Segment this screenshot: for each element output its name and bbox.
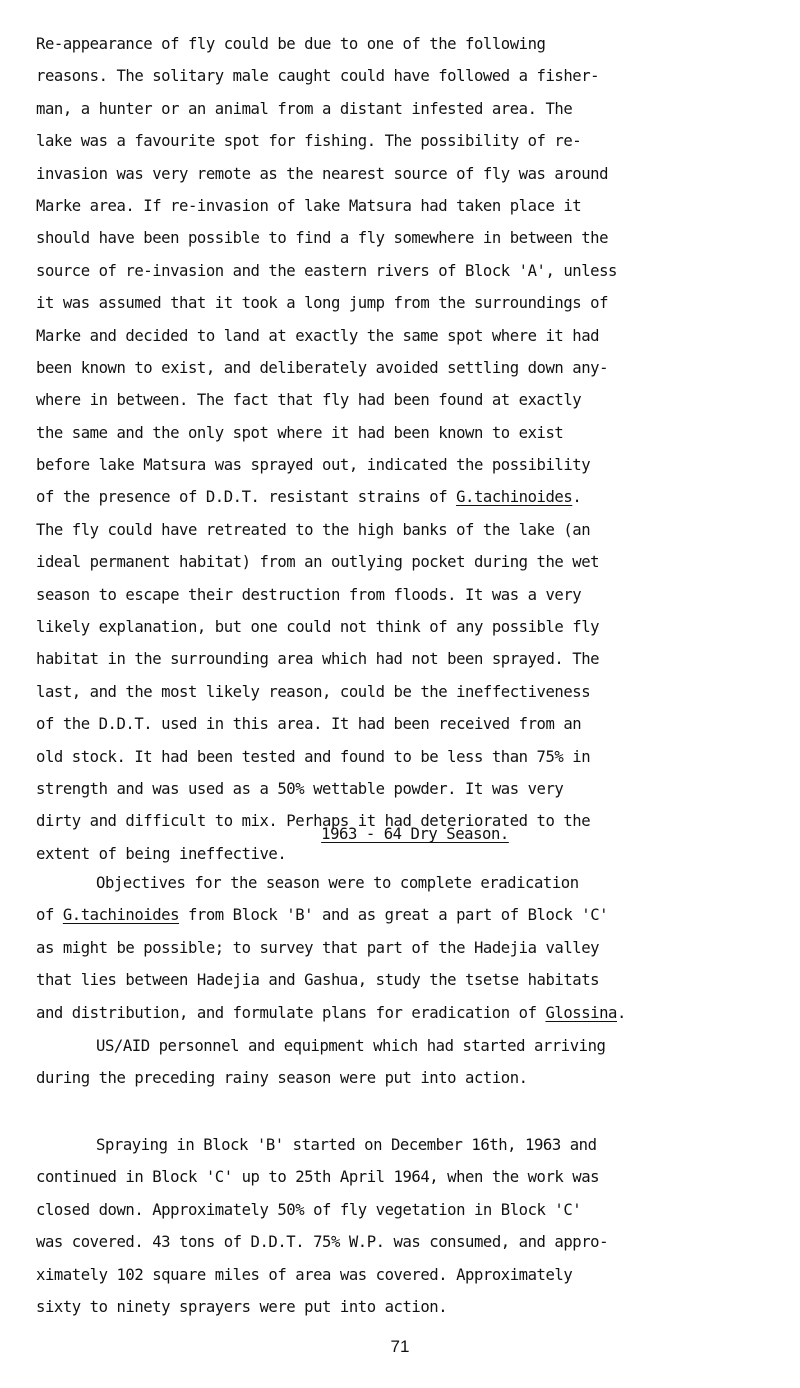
- text-line: invasion was very remote as the nearest source of fly was around: [36, 164, 609, 183]
- text-line: ximately 102 square miles of area was covered. Approximately: [36, 1265, 573, 1284]
- genus-name-underlined: Glossina: [545, 1003, 617, 1022]
- text-line: sixty to ninety sprayers were put into action.: [36, 1297, 448, 1316]
- text-line: during the preceding rainy season were put into action.: [36, 1069, 528, 1088]
- text-line: where in between. The fact that fly had been found at exactly: [36, 391, 582, 410]
- section-heading-block: [36, 818, 776, 850]
- text-line: that lies between Hadejia and Gashua, study the tsetse habitats: [36, 971, 600, 990]
- paragraph-spraying: [36, 1129, 776, 1323]
- text-line: it was assumed that it took a long jump from the surroundings of: [36, 294, 609, 313]
- text-segment: of: [36, 906, 63, 925]
- text-line: season to escape their destruction from floods. It was a very: [36, 585, 582, 604]
- text-line: Objectives for the season were to complete eradication: [96, 874, 579, 892]
- text-segment: and distribution, and formulate plans for eradication of: [36, 1003, 546, 1022]
- text-line: of the D.D.T. used in this area. It had been received from an: [36, 715, 582, 734]
- text-line: Re-appearance of fly could be due to one of the following: [36, 35, 546, 53]
- text-line: Spraying in Block 'B' started on December 16th, 1963 and: [96, 1136, 597, 1154]
- text-line: man, a hunter or an animal from a distant infested area. The: [36, 99, 573, 118]
- section-heading-text: 1963 - 64 Dry Season.: [321, 825, 509, 843]
- text-line: been known to exist, and deliberately avoided settling down any-: [36, 358, 609, 377]
- text-line: the same and the only spot where it had been known to exist: [36, 423, 564, 442]
- text-line: ideal permanent habitat) from an outlying pocket during the wet: [36, 553, 600, 572]
- text-line: reasons. The solitary male caught could have followed a fisher-: [36, 67, 600, 86]
- text-line: as might be possible; to survey that part of the Hadejia valley: [36, 938, 600, 957]
- text-segment: from Block 'B' and as great a part of Block 'C': [179, 906, 609, 925]
- text-line: Marke area. If re-invasion of lake Matsura had taken place it: [36, 196, 582, 215]
- text-line: habitat in the surrounding area which had not been sprayed. The: [36, 650, 600, 669]
- text-line: [36, 899, 776, 931]
- text-line: extent of being ineffective.: [36, 844, 287, 863]
- text-line: before lake Matsura was sprayed out, indicated the possibility: [36, 456, 591, 475]
- paragraph-reappearance-reasons: [36, 28, 776, 870]
- text-line: last, and the most likely reason, could be the ineffectiveness: [36, 682, 591, 701]
- text-segment: .: [572, 488, 582, 507]
- text-line: [36, 997, 776, 1029]
- text-segment: of the presence of D.D.T. resistant strains of: [36, 488, 457, 507]
- species-name-underlined: G.tachinoides: [456, 488, 573, 507]
- species-name-underlined: G.tachinoides: [62, 906, 180, 925]
- page-number: 71: [390, 1337, 410, 1356]
- text-line: should have been possible to find a fly somewhere in between the: [36, 229, 609, 248]
- text-line: strength and was used as a 50% wettable powder. It was very: [36, 779, 564, 798]
- text-segment: .: [617, 1003, 626, 1022]
- text-line: US/AID personnel and equipment which had started arriving: [96, 1037, 606, 1055]
- section-heading: [36, 818, 776, 850]
- text-line: lake was a favourite spot for fishing. The possibility of re-: [36, 132, 582, 151]
- paragraph-usaid-personnel: [36, 1030, 776, 1095]
- paragraph-objectives: [36, 867, 776, 1029]
- text-line: old stock. It had been tested and found to be less than 75% in: [36, 747, 591, 766]
- text-line: closed down. Approximately 50% of fly vegetation in Block 'C': [36, 1200, 582, 1219]
- text-line: likely explanation, but one could not think of any possible fly: [36, 618, 600, 637]
- text-line: dirty and difficult to mix. Perhaps it had deteriorated to the: [36, 812, 591, 831]
- text-line: continued in Block 'C' up to 25th April 1964, when the work was: [36, 1168, 600, 1187]
- text-line: Marke and decided to land at exactly the same spot where it had: [36, 326, 600, 345]
- text-line: source of re-invasion and the eastern rivers of Block 'A', unless: [36, 261, 617, 280]
- text-line: The fly could have retreated to the high banks of the lake (an: [36, 520, 591, 539]
- text-line: [36, 481, 776, 513]
- text-line: was covered. 43 tons of D.D.T. 75% W.P. was consumed, and appro-: [36, 1233, 609, 1252]
